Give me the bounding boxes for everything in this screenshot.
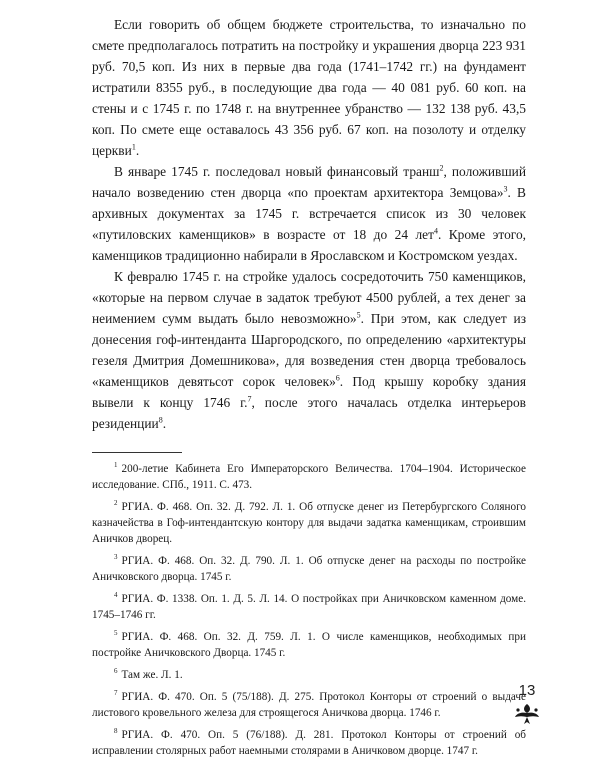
footnote-number: 2 [114,499,118,508]
footnote-reference[interactable]: 5 [356,310,361,320]
footnote-reference[interactable]: 4 [433,226,438,236]
footnote-text: РГИА. Ф. 468. Оп. 32. Д. 790. Л. 1. Об отпуске денег на расходы по постройке Аничковского дворца. 1745 г. [92,555,526,583]
footnote-number: 5 [114,629,118,638]
paragraph-text: . [162,416,167,431]
footnote-text: РГИА. Ф. 470. Оп. 5 (76/188). Д. 281. Протокол Конторы от строений об исправлении столярных работ наемными столярами в Аничковом дворце. 1747 г. [92,729,526,757]
fleuron-ornament-icon [513,703,541,725]
footnote-reference[interactable]: 2 [439,163,444,173]
footnote [92,461,526,493]
footnote [92,591,526,623]
paragraph-text: . [135,143,140,158]
footnote-text: РГИА. Ф. 468. Оп. 32. Д. 759. Л. 1. О числе каменщиков, необходимых при постройке Аничковского Дворца. 1745 г. [92,631,526,659]
footnote-reference[interactable]: 1 [131,142,136,152]
paragraph [92,14,526,161]
paragraph-text: . Кроме этого, каменщиков традиционно набирали в Ярославском и Костромском уездах. [92,227,526,263]
paragraph-text: . В архивных документах за 1745 г. встречается список из 30 человек «путиловских каменщиков» в возрасте от 18 до 24 лет [92,185,526,242]
paragraph-text: К февралю 1745 г. на стройке удалось сосредоточить 750 каменщиков, «которые на первом случае в задаток требуют 4500 рублей, а тех денег за неимением сумм выдать было невозможно» [92,269,526,326]
footnote-text: РГИА. Ф. 470. Оп. 5 (75/188). Д. 275. Протокол Конторы от строений о выдаче листового кровельного железа для строящегося Аничкова дворца. 1746 г. [92,691,526,719]
body-text [92,14,526,434]
footnotes [92,461,526,759]
footnote-text: 200-летие Кабинета Его Императорского Величества. 1704–1904. Историческое исследование. СПб., 1911. С. 473. [92,463,526,491]
footnote-number: 6 [114,667,118,676]
paragraph-text: . Под крышу коробку здания вывели к концу 1746 г. [92,374,526,410]
page-content [92,14,526,765]
footnote [92,553,526,585]
footnote-reference[interactable]: 8 [158,415,163,425]
paragraph [92,266,526,434]
footnote [92,499,526,547]
footnote-text: Там же. Л. 1. [121,669,183,681]
footnote-number: 7 [114,689,118,698]
footnote-reference[interactable]: 6 [335,373,340,383]
footnote-number: 4 [114,591,118,600]
footnote-number: 3 [114,553,118,562]
footnote [92,629,526,661]
footnote-text: РГИА. Ф. 468. Оп. 32. Д. 792. Л. 1. Об отпуске денег из Петербургского Соляного казначейства в Гоф-интендантскую контору для выдачи задатка каменщикам, строившим Аничков дворец. [92,501,526,545]
footnote-reference[interactable]: 3 [503,184,508,194]
paragraph-text: Если говорить об общем бюджете строительства, то изначально по смете предполагалось потратить на постройку и украшения дворца 223 931 руб. 70,5 коп. Из них в первые два года (1741–1742 гг.) на фундамент истратили 8355 руб., в последующие два года — 40 081 руб. 60 коп. на стены и с 1745 г. по 1748 г. на внутреннее убранство — 132 138 руб. 43,5 коп. По смете еще оставалось 43 356 руб. 67 коп. на позолоту и отделку церкви [92,17,526,158]
footnote-separator [92,452,182,453]
page-number: 13 [518,682,536,699]
footnote-text: РГИА. Ф. 1338. Оп. 1. Д. 5. Л. 14. О постройках при Аничковском каменном доме. 1745–1746 гг. [92,593,526,621]
paragraph [92,161,526,266]
paragraph-text: , после этого началась отделка интерьеров резиденции [92,395,526,431]
footnote-reference[interactable]: 7 [247,394,252,404]
footnote [92,727,526,759]
paragraph-text: . При этом, как следует из донесения гоф-интенданта Шаргородского, по определению «архитектуры гезеля Дмитрия Домешникова», для возведения стен дворца требовалось «каменщиков девятьсот сорок человек» [92,311,526,389]
footnote [92,689,526,721]
paragraph-text: , положивший начало возведению стен дворца «по проектам архитектора Земцова» [92,164,527,200]
footnote-number: 1 [114,461,118,470]
footnote [92,667,526,683]
paragraph-text: В январе 1745 г. последовал новый финансовый транш [114,164,440,179]
footnote-number: 8 [114,727,118,736]
